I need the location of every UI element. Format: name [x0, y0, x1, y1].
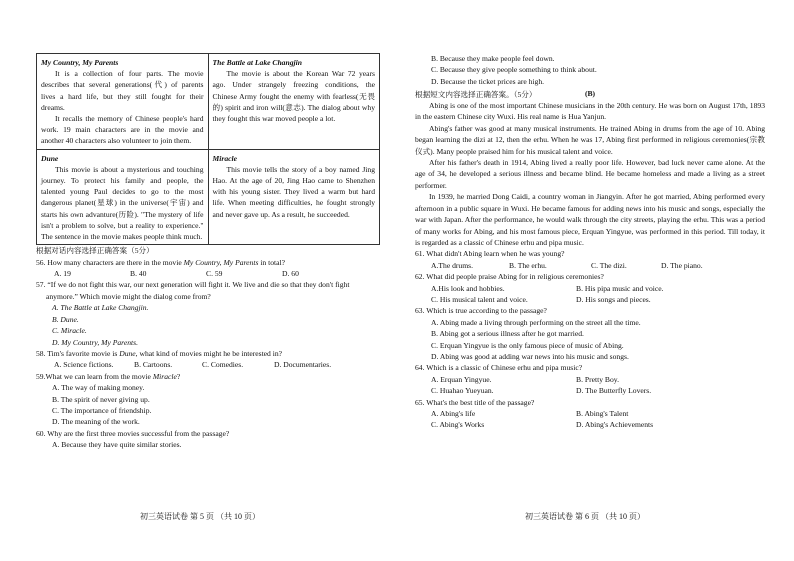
question-59: [36, 371, 380, 428]
options: [415, 294, 765, 305]
option-b[interactable]: B. 40: [130, 269, 147, 279]
passage-paragraph: Abing is one of the most important Chinese musicians in the 20th century. He was born on August 17th, 1893 in the eastern Chinese city Wuxi. His real name is Hua Yanjun.: [415, 101, 765, 122]
question-stem: 57. “If we do not fight this war, our next generation will fight it. We live and die so that they don't fight anymore.” Which movie might the dialog come from?: [36, 280, 350, 301]
option-d[interactable]: D. Documentaries.: [274, 360, 332, 370]
movie-paragraph: The movie is about the Korean War 72 years ago. Under strangely freezing conditions, the Chinese Army fought the enemy with fearless(无畏的) spirit and iron will(意志). The dialog about why they fought this war moved people a lot.: [212, 69, 375, 124]
option-b[interactable]: B. Abing's Talent: [576, 409, 629, 418]
passage-paragraph: After his father's death in 1914, Abing lived a really poor life. However, bad luck never came alone. At the age of 34, he developed a serious illness and became blind. He became homeless and made a living as a street performer.: [415, 158, 765, 190]
option-a[interactable]: A. Abing made a living through performing on the street all the time.: [431, 317, 641, 327]
options: [415, 283, 765, 294]
footer-page-6: 初三英语试卷 第 6 页 （共 10 页）: [525, 512, 645, 521]
option-c[interactable]: C. Abing's Works: [431, 420, 485, 430]
option-a[interactable]: A. The way of making money.: [52, 383, 145, 393]
option-c[interactable]: C. Comedies.: [202, 360, 244, 370]
option-a[interactable]: A. The Battle at Lake Changjin.: [52, 303, 149, 313]
question-56: [36, 257, 380, 280]
option-c[interactable]: C. 59: [206, 269, 223, 279]
movie-title: My Country, My Parents: [41, 58, 119, 67]
left-instruction: 根据对话内容选择正确答案（5分）: [36, 246, 154, 256]
right-instruction: 根据短文内容选择正确答案。（5分）: [415, 89, 537, 99]
movie-paragraph: This movie is about a mysterious and touching journey. To protect his family and people, the talented young Paul decides to go to the most dangerous planet(星球) in the universe(宇宙) and starts his own advanture(历险). "The mystery of life isn't a problem to solve, but a reality to experience." The sentence in the movie makes people think much.: [41, 164, 204, 242]
q60-option-c[interactable]: C. Because they give people something to think about.: [431, 65, 597, 75]
section-heading: (B): [584, 89, 596, 99]
options: [415, 374, 765, 385]
option-b[interactable]: B. The spirit of never giving up.: [52, 394, 150, 404]
option-a[interactable]: A.His look and hobbies.: [431, 283, 505, 293]
movie-title: The Battle at Lake Changjin: [212, 58, 302, 67]
option-c[interactable]: C. The dizi.: [591, 260, 627, 270]
option-a[interactable]: A. Abing's life: [431, 409, 476, 418]
reading-passage: [415, 100, 765, 248]
question-stem: 65. What's the best title of the passage?: [415, 397, 535, 407]
question-stem: 59.What we can learn from the movie Miracle?: [36, 371, 181, 381]
movie-paragraph: It recalls the memory of Chinese people's hard work. 19 main characters are in the movie and another 40 characters also volunteer to join them.: [41, 114, 204, 146]
question-65: [415, 397, 765, 431]
option-d[interactable]: D. Abing's Achievements: [576, 420, 654, 430]
option-c[interactable]: C. Erquan Yingyue is the only famous piece of music of Abing.: [431, 340, 624, 350]
question-60: [36, 428, 380, 451]
option-d[interactable]: D. The piano.: [661, 260, 703, 270]
option-b[interactable]: B. Cartoons.: [134, 360, 173, 370]
question-stem: 61. What didn't Abing learn when he was young?: [415, 249, 565, 259]
option-c[interactable]: C. His musical talent and voice.: [431, 294, 528, 304]
option-d[interactable]: D. The meaning of the work.: [52, 417, 140, 427]
options: [415, 260, 765, 271]
question-64: [415, 362, 765, 396]
right-page: [415, 53, 765, 431]
option-b[interactable]: B. Abing got a serious illness after he got married.: [431, 329, 584, 339]
movie-cell-miracle: [208, 149, 380, 245]
q60-option-b[interactable]: B. Because they make people feel down.: [431, 54, 555, 63]
movie-paragraph: It is a collection of four parts. The movie describes that several generations(代) of parents lives a hard life, but they still fought for their dreams.: [41, 69, 204, 112]
movie-title: Miracle: [212, 153, 237, 163]
q60-option-d[interactable]: D. Because the ticket prices are high.: [431, 76, 545, 86]
question-58: [36, 348, 380, 371]
movie-cell-battle: [208, 54, 380, 150]
option-a[interactable]: A. Because they have quite similar stories.: [52, 440, 182, 450]
option-d[interactable]: D. The Butterfly Lovers.: [576, 386, 652, 396]
passage-paragraph: Abing's father was good at many musical instruments. He trained Abing in drums from the age of 10. Abing began learning the dizi at 12, then the erhu. When he was 17, Abing first performed in religious ceremonies(宗教仪式). Many people praised him for his musical talent and voice.: [415, 123, 765, 156]
movie-paragraph: This movie tells the story of a boy named Jing Hao. At the age of 20, Jing Hao came to Shenzhen with his young sister. They lived a warm but hard life. When meeting difficulties, he fought strongly and never gave up. As a result, he succeeded.: [212, 164, 375, 219]
options: [415, 419, 765, 430]
option-d[interactable]: D. His songs and pieces.: [576, 294, 651, 304]
movie-table: [36, 53, 380, 245]
question-stem: 58. Tim's favorite movie is Dune, what kind of movies might he be interested in?: [36, 348, 283, 358]
options: [36, 359, 380, 370]
option-c[interactable]: C. Huahao Yueyuan.: [431, 386, 494, 396]
option-a[interactable]: A.The drums.: [431, 260, 473, 270]
question-stem: 64. Which is a classic of Chinese erhu and pipa music?: [415, 363, 583, 373]
option-d[interactable]: D. My Country, My Parents.: [52, 337, 138, 347]
option-b[interactable]: B. Pretty Boy.: [576, 374, 619, 384]
movie-cell-my-country: [37, 54, 209, 150]
question-61: [415, 248, 765, 271]
option-c[interactable]: C. The importance of friendship.: [52, 405, 152, 415]
option-b[interactable]: B. The erhu.: [509, 260, 547, 270]
options: [415, 408, 765, 419]
question-62: [415, 271, 765, 305]
footer-page-5: 初三英语试卷 第 5 页 （共 10 页）: [140, 512, 260, 521]
left-page: [36, 53, 380, 451]
question-63: [415, 305, 765, 362]
movie-title: Dune: [41, 153, 59, 163]
movie-cell-dune: [37, 149, 209, 245]
question-stem: 60. Why are the first three movies successful from the passage?: [36, 428, 230, 438]
option-b[interactable]: B. His pipa music and voice.: [576, 283, 664, 293]
option-c[interactable]: C. Miracle.: [52, 326, 87, 336]
question-stem: 56. How many characters are there in the movie My Country, My Parents in total?: [36, 257, 285, 267]
option-d[interactable]: D. Abing was good at adding war news into his music and songs.: [431, 351, 629, 361]
option-d[interactable]: D. 60: [282, 269, 299, 279]
options: [36, 268, 380, 279]
options: [415, 385, 765, 396]
option-a[interactable]: A. Science fictions.: [54, 360, 114, 370]
option-a[interactable]: A. 19: [54, 269, 71, 279]
question-stem: 62. What did people praise Abing for in religious ceremonies?: [415, 272, 604, 282]
question-57: [36, 279, 380, 347]
option-a[interactable]: A. Erquan Yingyue.: [431, 374, 492, 384]
option-b[interactable]: B. Dune.: [52, 314, 79, 324]
question-stem: 63. Which is true according to the passage?: [415, 306, 547, 316]
passage-paragraph: In 1939, he married Dong Caidi, a country woman in Jiangyin. After he got married, Abing performed every afternoon in a public square in Wuxi. He became famous for adding news into his music and songs, especially the war with Japan. After the performance, he would walk through the city streets, playing the erhu. This was a period of many works for Abing, and his most famous piece, Erquan Yingyue, was performed in this period. Till today, it is regarded as a classic of Chinese erhu and pipa music.: [415, 192, 765, 247]
